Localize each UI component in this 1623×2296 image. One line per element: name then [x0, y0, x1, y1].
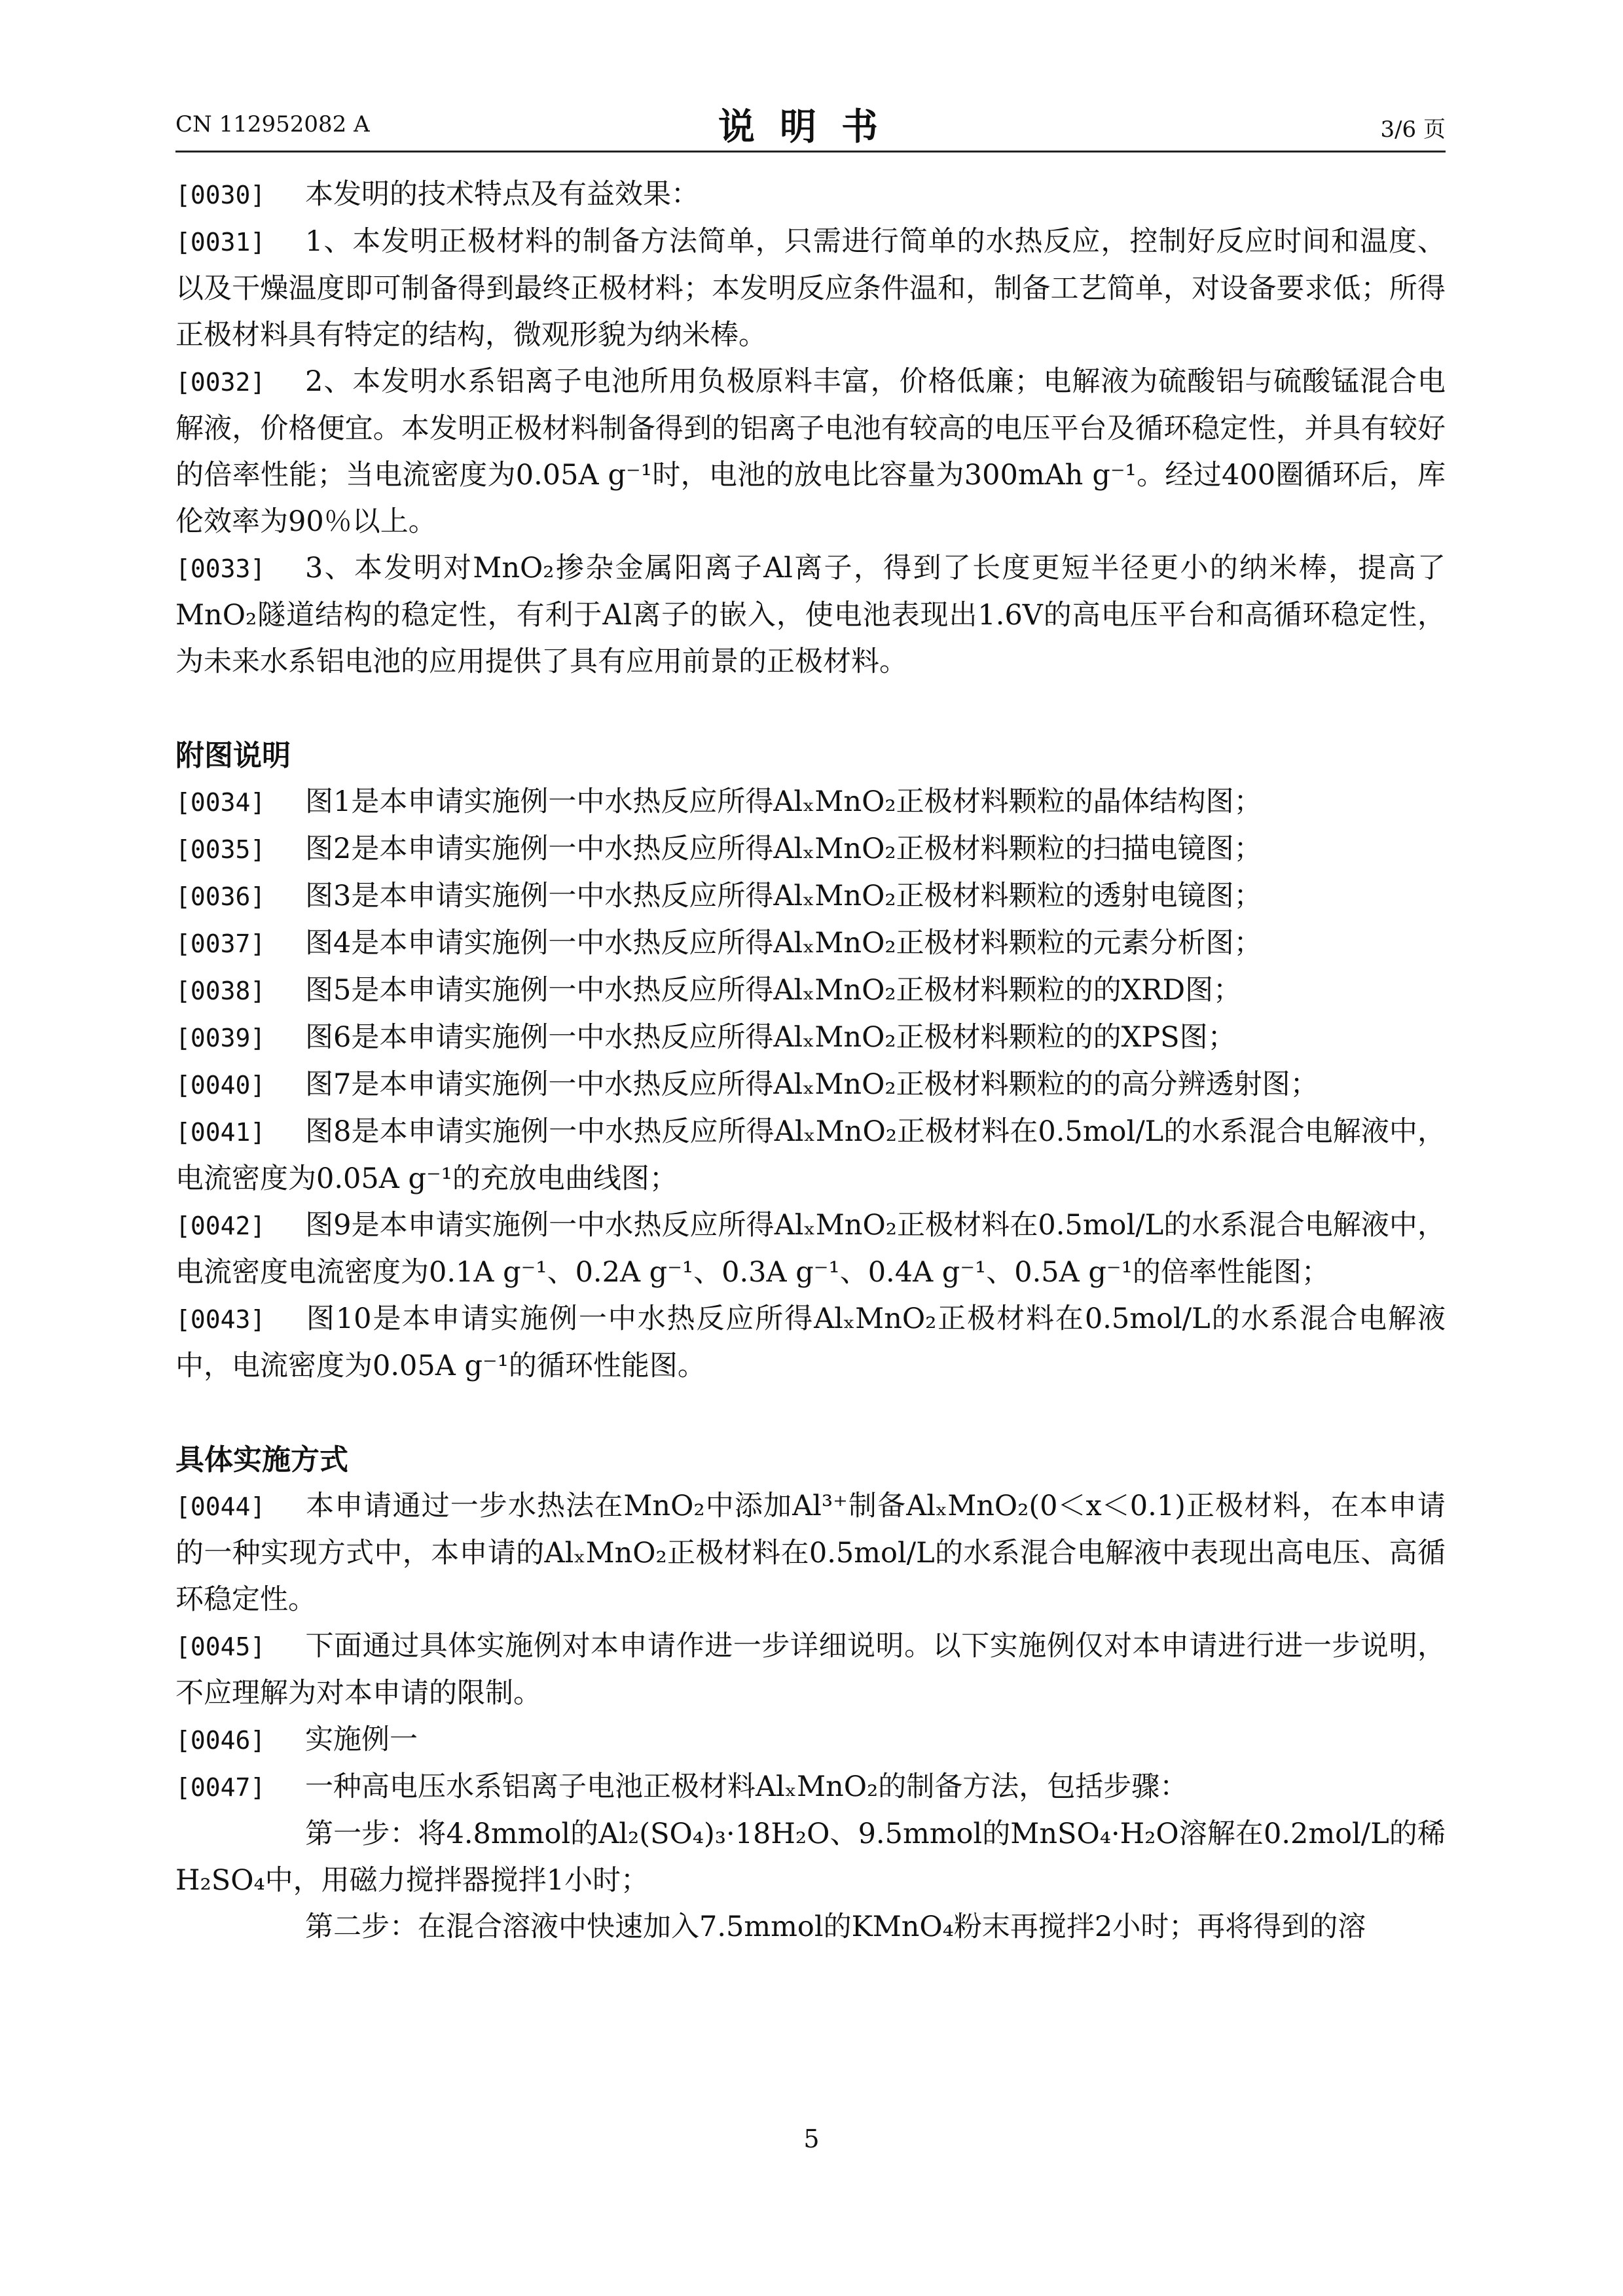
- paragraph-number: [0046]: [175, 1726, 266, 1755]
- paragraph-0032: [175, 359, 1446, 545]
- step-text: 第一步：将4.8mmol的Al₂(SO₄)₃·18H₂O、9.5mmol的MnSO₄·H₂O溶解在0.2mol/L的稀H₂SO₄中，用磁力搅拌器搅拌1小时；: [175, 1818, 1446, 1897]
- paragraph-number: [0040]: [175, 1071, 266, 1100]
- paragraph-number: [0038]: [175, 977, 266, 1005]
- paragraph-text: 图10是本申请实施例一中水热反应所得AlₓMnO₂正极材料在0.5mol/L的水系混合电解液中，电流密度为0.05A g⁻¹的循环性能图。: [175, 1302, 1446, 1382]
- paragraph-0035: [175, 826, 1446, 873]
- paragraph-text: 下面通过具体实施例对本申请作进一步详细说明。以下实施例仅对本申请进行进一步说明，不应理解为对本申请的限制。: [175, 1630, 1446, 1710]
- paragraph-0043: [175, 1296, 1446, 1390]
- paragraph-text: 图3是本申请实施例一中水热反应所得AlₓMnO₂正极材料颗粒的透射电镜图；: [305, 880, 1262, 912]
- paragraph-0037: [175, 920, 1446, 967]
- paragraph-text: 图1是本申请实施例一中水热反应所得AlₓMnO₂正极材料颗粒的晶体结构图；: [305, 785, 1262, 818]
- paragraph-number: [0045]: [175, 1632, 266, 1661]
- section-heading-figures: 附图说明: [175, 739, 291, 772]
- paragraph-0047: [175, 1764, 1446, 1811]
- paragraph-text: 1、本发明正极材料的制备方法简单，只需进行简单的水热反应，控制好反应时间和温度、以及干燥温度即可制备得到最终正极材料；本发明反应条件温和，制备工艺简单，对设备要求低；所得正极材料具有特定的结构，微观形貌为纳米棒。: [175, 225, 1446, 351]
- paragraph-number: [0033]: [175, 554, 266, 583]
- paragraph-text: 本发明的技术特点及有益效果：: [305, 178, 699, 211]
- page-number: 5: [803, 2125, 820, 2153]
- paragraph-0039: [175, 1014, 1446, 1062]
- paragraph-0046: [175, 1717, 1446, 1764]
- paragraph-0033: [175, 545, 1446, 685]
- paragraph-text: 图2是本申请实施例一中水热反应所得AlₓMnO₂正极材料颗粒的扫描电镜图；: [305, 833, 1262, 865]
- step-two: [175, 1904, 1446, 1950]
- paragraph-number: [0047]: [175, 1773, 266, 1802]
- paragraph-text: 2、本发明水系铝离子电池所用负极原料丰富，价格低廉；电解液为硫酸铝与硫酸锰混合电解液，价格便宜。本发明正极材料制备得到的铝离子电池有较高的电压平台及循环稳定性，并具有较好的倍率性能；当电流密度为0.05A g⁻¹时，电池的放电比容量为300mAh g⁻¹。经过400圈循环后，库伦效率为90％以上。: [175, 365, 1446, 538]
- paragraph-text: 图7是本申请实施例一中水热反应所得AlₓMnO₂正极材料颗粒的的高分辨透射图；: [305, 1068, 1319, 1101]
- paragraph-0042: [175, 1202, 1446, 1296]
- paragraph-text: 图5是本申请实施例一中水热反应所得AlₓMnO₂正极材料颗粒的的XRD图；: [305, 974, 1242, 1007]
- paragraph-0044: [175, 1483, 1446, 1623]
- paragraph-text: 3、本发明对MnO₂掺杂金属阳离子Al离子，得到了长度更短半径更小的纳米棒，提高了MnO₂隧道结构的稳定性，有利于Al离子的嵌入，使电池表现出1.6V的高电压平台和高循环稳定性，为未来水系铝电池的应用提供了具有应用前景的正极材料。: [175, 552, 1446, 678]
- paragraph-number: [0039]: [175, 1024, 266, 1052]
- paragraph-number: [0042]: [175, 1211, 266, 1240]
- document-title: 说明书: [718, 106, 903, 149]
- paragraph-0031: [175, 219, 1446, 359]
- page-header: [175, 98, 1446, 151]
- paragraph-text: 图4是本申请实施例一中水热反应所得AlₓMnO₂正极材料颗粒的元素分析图；: [305, 927, 1262, 960]
- paragraph-0036: [175, 873, 1446, 920]
- paragraph-number: [0034]: [175, 788, 266, 817]
- paragraph-number: [0043]: [175, 1305, 266, 1334]
- paragraph-text: 本申请通过一步水热法在MnO₂中添加Al³⁺制备AlₓMnO₂(0＜x＜0.1)正极材料，在本申请的一种实现方式中，本申请的AlₓMnO₂正极材料在0.5mol/L的水系混合电解液中表现出高电压、高循环稳定性。: [175, 1490, 1446, 1616]
- paragraph-text: 图9是本申请实施例一中水热反应所得AlₓMnO₂正极材料在0.5mol/L的水系混合电解液中，电流密度电流密度为0.1A g⁻¹、0.2A g⁻¹、0.3A g⁻¹、0.4A g⁻¹、0.5A g⁻¹的倍率性能图；: [175, 1209, 1446, 1289]
- paragraph-0045: [175, 1623, 1446, 1717]
- paragraph-number: [0035]: [175, 835, 266, 864]
- page-label: 3/6 页: [1380, 117, 1446, 143]
- paragraph-text: 一种高电压水系铝离子电池正极材料AlₓMnO₂的制备方法，包括步骤：: [305, 1770, 1188, 1803]
- paragraph-number: [0031]: [175, 228, 266, 257]
- paragraph-number: [0044]: [175, 1492, 266, 1521]
- paragraph-text: 图8是本申请实施例一中水热反应所得AlₓMnO₂正极材料在0.5mol/L的水系混合电解液中，电流密度为0.05A g⁻¹的充放电曲线图；: [175, 1115, 1446, 1195]
- paragraph-0040: [175, 1062, 1446, 1109]
- paragraph-0030: [175, 171, 1446, 219]
- paragraph-number: [0037]: [175, 929, 266, 958]
- paragraph-0034: [175, 779, 1446, 826]
- paragraph-number: [0041]: [175, 1118, 266, 1147]
- document-body: [175, 171, 1446, 1950]
- paragraph-number: [0036]: [175, 882, 266, 911]
- section-heading-embodiments: 具体实施方式: [175, 1443, 348, 1477]
- paragraph-number: [0030]: [175, 181, 266, 209]
- paragraph-text: 图6是本申请实施例一中水热反应所得AlₓMnO₂正极材料颗粒的的XPS图；: [305, 1021, 1236, 1054]
- header-divider: [175, 151, 1446, 152]
- patent-number: CN 112952082 A: [175, 111, 370, 137]
- paragraph-text: 实施例一: [305, 1723, 418, 1756]
- step-text: 第二步：在混合溶液中快速加入7.5mmol的KMnO₄粉末再搅拌2小时；再将得到的溶: [305, 1910, 1366, 1943]
- paragraph-0038: [175, 967, 1446, 1014]
- paragraph-number: [0032]: [175, 368, 266, 397]
- paragraph-0041: [175, 1109, 1446, 1202]
- step-one: [175, 1811, 1446, 1904]
